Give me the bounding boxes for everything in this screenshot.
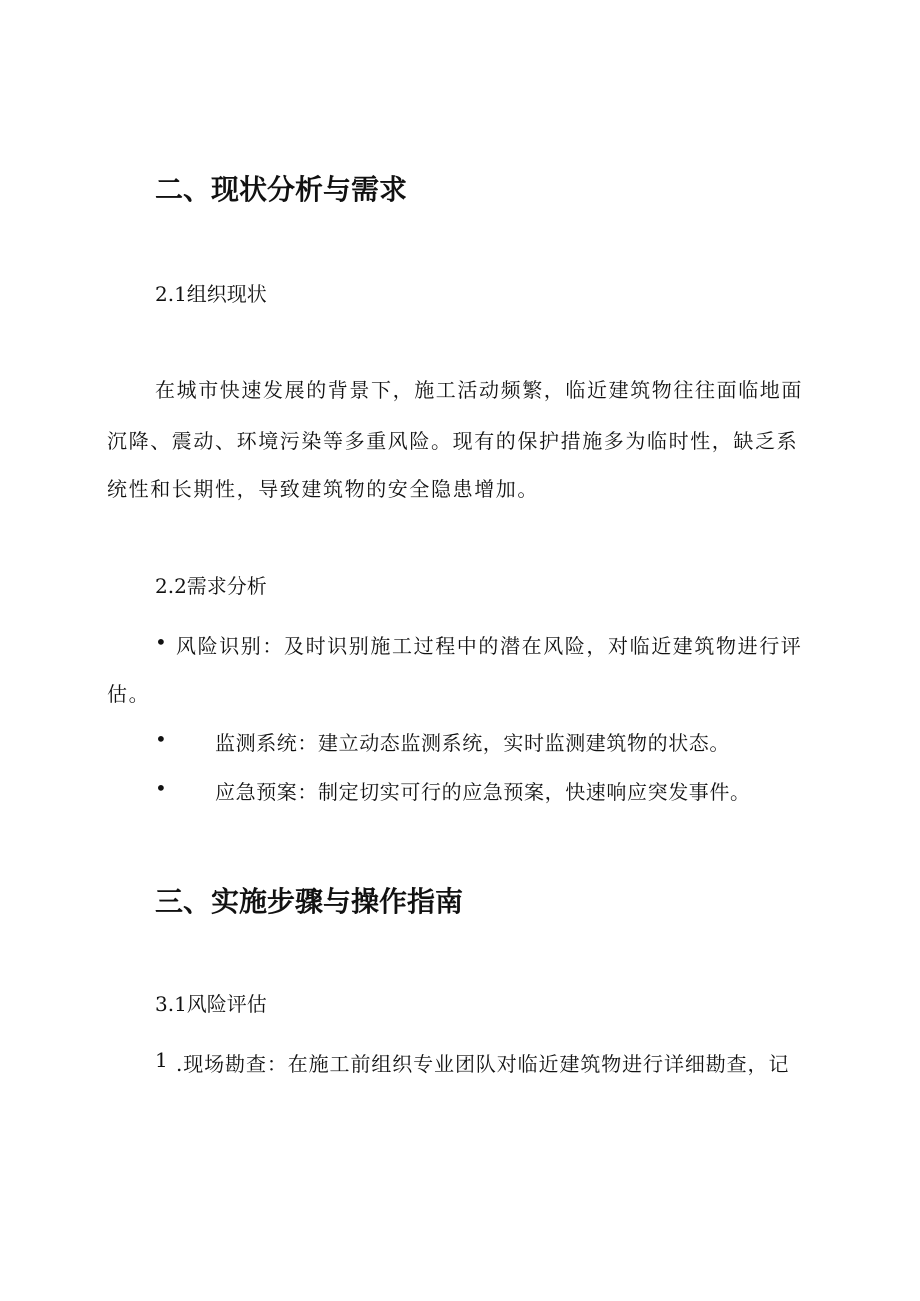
bullet-icon: • — [155, 776, 167, 800]
subsection-heading-2-1: 2.1组织现状 — [155, 282, 267, 306]
bullet-icon: • — [155, 727, 167, 751]
subsection-heading-3-1: 3.1风险评估 — [155, 992, 267, 1016]
subsection-heading-2-2: 2.2需求分析 — [155, 574, 267, 598]
bullet-icon: • — [155, 630, 167, 654]
item-1-number: 1 — [155, 1048, 170, 1072]
paragraph-line-3: 统性和长期性，导致建筑物的安全隐患增加。 — [107, 477, 539, 501]
item-1-text: .现场勘查：在施工前组织专业团队对临近建筑物进行详细勘查，记 — [176, 1052, 790, 1076]
bullet-1-line-1: 风险识别：及时识别施工过程中的潜在风险，对临近建筑物进行评 — [176, 634, 803, 658]
bullet-1-line-2: 估。 — [107, 682, 151, 706]
section-heading-3: 三、实施步骤与操作指南 — [155, 885, 464, 918]
bullet-3-line-1: 应急预案：制定切实可行的应急预案，快速响应突发事件。 — [215, 780, 751, 804]
paragraph-line-2: 沉降、震动、环境污染等多重风险。现有的保护措施多为临时性，缺乏系 — [107, 429, 799, 453]
section-heading-2: 二、现状分析与需求 — [155, 173, 408, 206]
paragraph-line-1: 在城市快速发展的背景下，施工活动频繁，临近建筑物往往面临地面 — [155, 378, 803, 402]
bullet-2-line-1: 监测系统：建立动态监测系统，实时监测建筑物的状态。 — [215, 731, 730, 755]
